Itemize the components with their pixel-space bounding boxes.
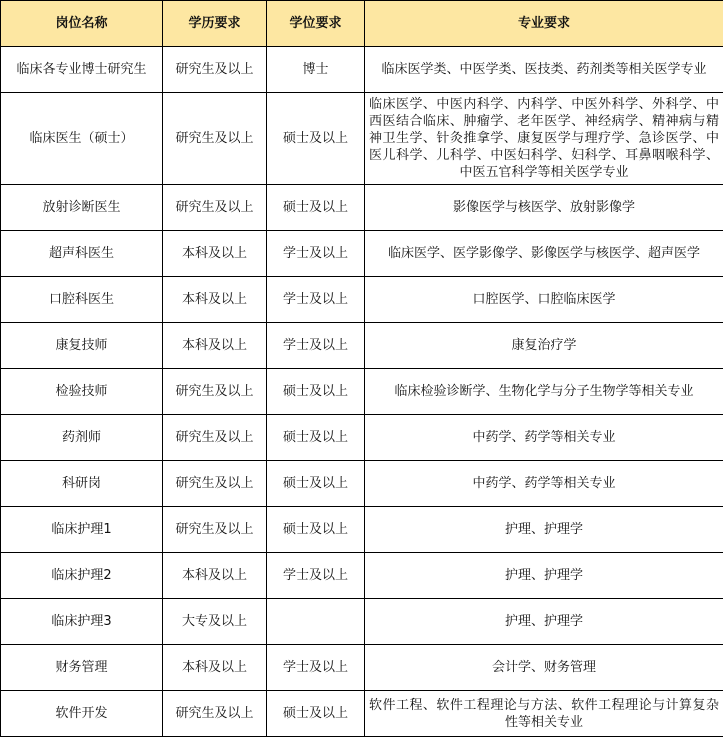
cell-major: 中药学、药学等相关专业 <box>365 461 723 507</box>
cell-position: 临床护理2 <box>1 553 163 599</box>
cell-education: 研究生及以上 <box>163 507 267 553</box>
cell-education: 本科及以上 <box>163 277 267 323</box>
cell-education: 本科及以上 <box>163 553 267 599</box>
cell-education: 研究生及以上 <box>163 461 267 507</box>
cell-education: 研究生及以上 <box>163 47 267 93</box>
cell-degree: 硕士及以上 <box>267 461 365 507</box>
cell-major: 临床医学、中医内科学、内科学、中医外科学、外科学、中西医结合临床、肿瘤学、老年医学、神经病学、精神病与精神卫生学、针灸推拿学、康复医学与理疗学、急诊医学、中医儿科学、儿科学、中医妇科学、妇科学、耳鼻咽喉科学、中医五官科学等相关医学专业 <box>365 93 723 185</box>
table-row <box>1 231 723 277</box>
cell-degree: 学士及以上 <box>267 231 365 277</box>
table-row <box>1 277 723 323</box>
table-row <box>1 47 723 93</box>
cell-position: 临床各专业博士研究生 <box>1 47 163 93</box>
cell-degree: 硕士及以上 <box>267 415 365 461</box>
cell-major: 中药学、药学等相关专业 <box>365 415 723 461</box>
cell-degree: 硕士及以上 <box>267 185 365 231</box>
cell-degree: 学士及以上 <box>267 553 365 599</box>
cell-position: 软件开发 <box>1 691 163 737</box>
table-row <box>1 369 723 415</box>
header-education: 学历要求 <box>163 1 267 47</box>
cell-education: 研究生及以上 <box>163 691 267 737</box>
table-row <box>1 645 723 691</box>
cell-major: 护理、护理学 <box>365 507 723 553</box>
header-major: 专业要求 <box>365 1 723 47</box>
table-row <box>1 553 723 599</box>
cell-position: 财务管理 <box>1 645 163 691</box>
cell-major: 临床医学、医学影像学、影像医学与核医学、超声医学 <box>365 231 723 277</box>
table-row <box>1 185 723 231</box>
cell-position: 超声科医生 <box>1 231 163 277</box>
table-row <box>1 93 723 185</box>
table-row <box>1 461 723 507</box>
cell-major: 临床医学类、中医学类、医技类、药剂类等相关医学专业 <box>365 47 723 93</box>
cell-degree: 硕士及以上 <box>267 369 365 415</box>
cell-major: 口腔医学、口腔临床医学 <box>365 277 723 323</box>
cell-major: 影像医学与核医学、放射影像学 <box>365 185 723 231</box>
cell-major: 软件工程、软件工程理论与方法、软件工程理论与计算复杂性等相关专业 <box>365 691 723 737</box>
cell-education: 研究生及以上 <box>163 369 267 415</box>
cell-degree <box>267 599 365 645</box>
cell-position: 放射诊断医生 <box>1 185 163 231</box>
header-degree: 学位要求 <box>267 1 365 47</box>
cell-position: 检验技师 <box>1 369 163 415</box>
table-row <box>1 507 723 553</box>
cell-education: 大专及以上 <box>163 599 267 645</box>
cell-degree: 硕士及以上 <box>267 507 365 553</box>
table-row <box>1 415 723 461</box>
cell-position: 临床护理1 <box>1 507 163 553</box>
cell-position: 药剂师 <box>1 415 163 461</box>
cell-degree: 学士及以上 <box>267 323 365 369</box>
cell-degree: 学士及以上 <box>267 645 365 691</box>
cell-position: 口腔科医生 <box>1 277 163 323</box>
cell-education: 研究生及以上 <box>163 415 267 461</box>
cell-major: 临床检验诊断学、生物化学与分子生物学等相关专业 <box>365 369 723 415</box>
cell-education: 本科及以上 <box>163 645 267 691</box>
cell-major: 康复治疗学 <box>365 323 723 369</box>
cell-position: 临床医生（硕士） <box>1 93 163 185</box>
cell-education: 本科及以上 <box>163 231 267 277</box>
cell-education: 研究生及以上 <box>163 185 267 231</box>
header-row <box>1 1 723 47</box>
table-row <box>1 691 723 737</box>
header-position: 岗位名称 <box>1 1 163 47</box>
cell-position: 康复技师 <box>1 323 163 369</box>
cell-major: 护理、护理学 <box>365 553 723 599</box>
cell-education: 本科及以上 <box>163 323 267 369</box>
cell-degree: 硕士及以上 <box>267 691 365 737</box>
cell-degree: 博士 <box>267 47 365 93</box>
cell-position: 科研岗 <box>1 461 163 507</box>
cell-position: 临床护理3 <box>1 599 163 645</box>
cell-degree: 学士及以上 <box>267 277 365 323</box>
cell-major: 护理、护理学 <box>365 599 723 645</box>
cell-major: 会计学、财务管理 <box>365 645 723 691</box>
table-row <box>1 599 723 645</box>
cell-degree: 硕士及以上 <box>267 93 365 185</box>
cell-education: 研究生及以上 <box>163 93 267 185</box>
table-row <box>1 323 723 369</box>
